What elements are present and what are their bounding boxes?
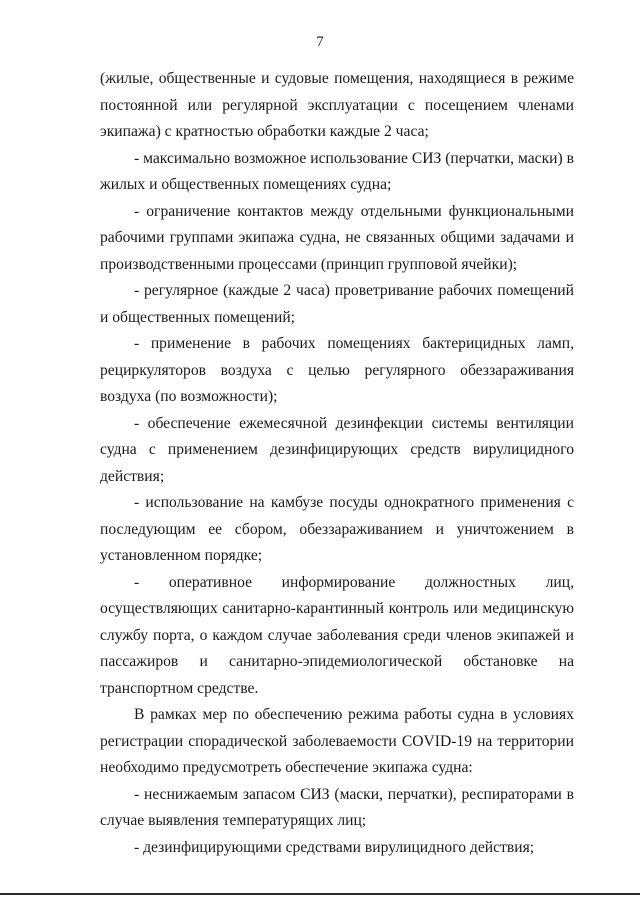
paragraph-informing-officials: - оперативное информирование должностных лиц, осуществляющих санитарно-карантинный контроль или медицинскую службу порта, о каждом случае заболевания среди членов экипажей и пассажиров и санитарно-эпидемиологической обстановке на транспортном средстве. [100, 573, 574, 697]
paragraph-ppe-stock: - неснижаемым запасом СИЗ (маски, перчатки), респираторами в случае выявления температурящих лиц; [100, 785, 574, 829]
paragraph-crew-provision-intro: В рамках мер по обеспечению режима работы судна в условиях регистрации спорадической заболеваемости COVID-19 на территории необходимо предусмотреть обеспечение экипажа судна: [100, 706, 574, 776]
paragraph-contact-limitation: - ограничение контактов между отдельными функциональными рабочими группами экипажа судна, не связанных общими задачами и производственными процессами (принцип групповой ячейки); [100, 202, 574, 273]
page-number: 7 [316, 34, 324, 50]
paragraph-ppe-usage: - максимально возможное использование СИЗ (перчатки, маски) в жилых и общественных помещениях судна; [100, 149, 574, 193]
document-body [100, 66, 574, 861]
paragraph-bactericidal-lamps: - применение в рабочих помещениях бактерицидных ламп, рециркуляторов воздуха с целью регулярного обеззараживания воздуха (по возможности); [100, 335, 574, 405]
paragraph-ventilation-disinfection: - обеспечение ежемесячной дезинфекции системы вентиляции судна с применением дезинфицирующих средств вирулицидного действия; [100, 414, 574, 485]
paragraph-ventilation: - регулярное (каждые 2 часа) проветривание рабочих помещений и общественных помещений; [100, 282, 574, 326]
paragraph-disposable-dishes: - использование на камбузе посуды однократного применения с последующим ее сбором, обеззараживанием и уничтожением в установленном порядке; [100, 494, 574, 564]
paragraph-premises-continuation: (жилые, общественные и судовые помещения, находящиеся в режиме постоянной или регулярной эксплуатации с посещением членами экипажа) с кратностью обработки каждые 2 часа; [100, 70, 574, 140]
paragraph-disinfectants: - дезинфицирующими средствами вирулицидного действия; [134, 838, 535, 856]
page-bottom-rule [0, 893, 640, 895]
